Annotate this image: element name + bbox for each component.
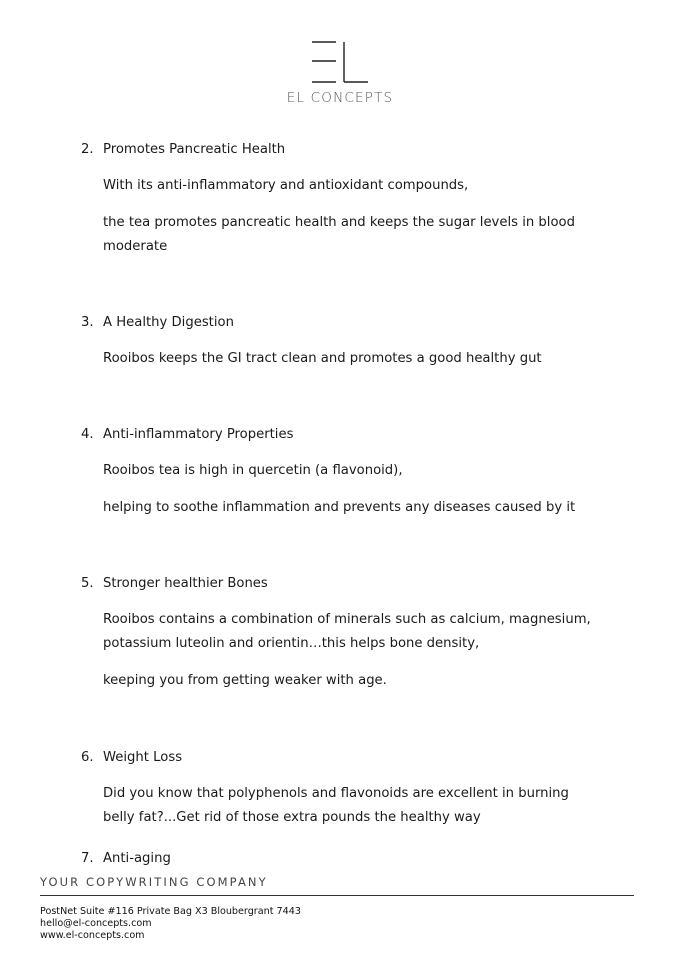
item-paragraph: keeping you from getting weaker with age. (103, 673, 387, 688)
item-paragraph: Rooibos contains a combination of minerals such as calcium, magnesium, potassium luteolin and orientin…this helps bone density, (103, 612, 591, 651)
list-item (0, 748, 680, 830)
footer-website[interactable]: www.el-concepts.com (40, 930, 145, 941)
item-number: 4. (81, 427, 94, 442)
list-item (0, 425, 680, 520)
item-paragraph: Rooibos tea is high in quercetin (a flavonoid), (103, 463, 403, 478)
footer-divider (40, 895, 634, 896)
item-title: Stronger healthier Bones (103, 576, 268, 591)
logo (0, 40, 680, 106)
item-number: 3. (81, 315, 94, 330)
el-logo-icon (310, 40, 370, 84)
item-paragraph: Did you know that polyphenols and flavonoids are excellent in burning belly fat?...Get rid of those extra pounds the healthy way (103, 786, 569, 825)
item-paragraph: helping to soothe inflammation and prevents any diseases caused by it (103, 500, 576, 515)
list-item (0, 140, 680, 259)
item-paragraph: With its anti-inflammatory and antioxidant compounds, (103, 178, 469, 193)
footer-contact (40, 906, 301, 942)
item-number: 2. (81, 142, 94, 157)
footer-address: PostNet Suite #116 Private Bag X3 Bloubergrant 7443 (40, 906, 301, 917)
item-title: Weight Loss (103, 750, 183, 765)
item-paragraph: the tea promotes pancreatic health and keeps the sugar levels in blood moderate (103, 215, 575, 254)
item-title: Promotes Pancreatic Health (103, 142, 286, 157)
item-number: 5. (81, 576, 94, 591)
item-title: Anti-inflammatory Properties (103, 427, 294, 442)
list-item (0, 574, 680, 693)
list-item (0, 313, 680, 371)
item-title: Anti-aging (103, 851, 171, 866)
item-number: 6. (81, 750, 94, 765)
list-item (0, 849, 680, 869)
footer-email[interactable]: hello@el-concepts.com (40, 918, 152, 929)
item-title: A Healthy Digestion (103, 315, 234, 330)
brand-name: EL CONCEPTS (286, 90, 394, 106)
item-paragraph: Rooibos keeps the GI tract clean and promotes a good healthy gut (103, 351, 542, 366)
footer-tagline: YOUR COPYWRITING COMPANY (40, 875, 268, 889)
item-number: 7. (81, 851, 94, 866)
